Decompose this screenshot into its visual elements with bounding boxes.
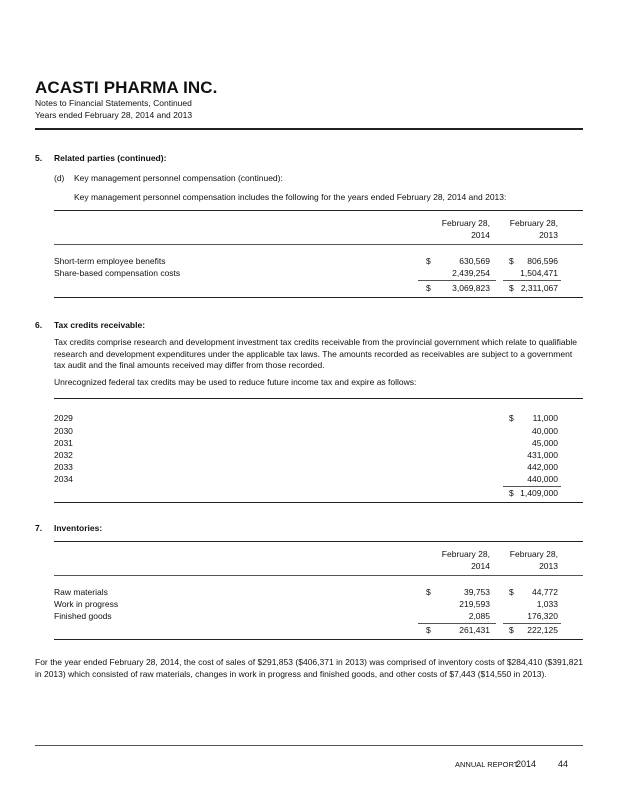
section5-total-currency1: $ (426, 283, 431, 293)
section5-total-rule2 (503, 280, 561, 281)
section7-row-value-2014: 219,593 (459, 599, 490, 609)
section6-title: Tax credits receivable: (54, 320, 146, 330)
section7-table-top-rule (54, 541, 583, 542)
section7-number: 7. (35, 523, 43, 533)
section6-row-year: 2033 (54, 462, 73, 472)
section7-footnote: For the year ended February 28, 2014, the cost of sales of $291,853 ($406,371 in 2013) was comprised of inventory costs of $284,410 ($391,821 in 2013) which consisted of raw materials, changes in work in progress and finished goods, and other costs of $7,443 ($14,550 in 2013). (35, 657, 583, 679)
section5-total-rule1 (418, 280, 496, 281)
section6-paragraph2: Unrecognized federal tax credits may be used to reduce future income tax and expire as follows: (54, 377, 417, 387)
section7-row-value-2013: 176,320 (527, 611, 558, 621)
section6-row-year: 2032 (54, 450, 73, 460)
section7-row-value-2013: 1,033 (536, 599, 558, 609)
section6-total-value: 1,409,000 (520, 488, 558, 498)
header-subtitle-years: Years ended February 28, 2014 and 2013 (35, 110, 193, 120)
footer-year: 2014 (516, 759, 537, 769)
section6-number: 6. (35, 320, 43, 330)
header-subtitle-notes: Notes to Financial Statements, Continued (35, 98, 192, 108)
section5-table-bottom-rule (54, 297, 583, 298)
section6-table-bottom-rule (54, 502, 583, 503)
section5-row-label: Share-based compensation costs (54, 268, 181, 278)
section5-row-currency1: $ (426, 256, 431, 266)
section5-row-value-2013: 806,596 (527, 256, 558, 266)
section5-col1-header-line2: 2014 (471, 230, 490, 240)
section7-total-2013: 222,125 (527, 625, 558, 635)
section6-row-value: 431,000 (527, 450, 558, 460)
section6-table-top-rule (54, 398, 583, 399)
section7-col2-header-line1: February 28, (509, 549, 558, 559)
section5-col1-header-line1: February 28, (441, 218, 490, 228)
section7-row-label: Raw materials (54, 587, 108, 597)
section7-row-label: Work in progress (54, 599, 119, 609)
section6-row-value: 442,000 (527, 462, 558, 472)
section7-total-2014: 261,431 (459, 625, 490, 635)
section5-col2-header-line2: 2013 (539, 230, 558, 240)
company-name: ACASTI PHARMA INC. (35, 78, 218, 97)
section5-row-value-2014: 630,569 (459, 256, 490, 266)
section7-row-value-2013: 44,772 (532, 587, 558, 597)
section5-row-label: Short-term employee benefits (54, 256, 166, 266)
section7-row-label: Finished goods (54, 611, 112, 621)
section6-row-year: 2030 (54, 426, 73, 436)
section5-col2-header-line1: February 28, (509, 218, 558, 228)
section7-table-bottom-rule (54, 639, 583, 640)
section6-row-value: 40,000 (532, 426, 558, 436)
section5-sub-title: Key management personnel compensation (continued): (74, 173, 283, 183)
section6-total-currency: $ (509, 488, 514, 498)
section6-paragraph1: Tax credits comprise research and development investment tax credits receivable from the provincial government which relate to qualifiable research and development expenditures under the applicable tax laws. The amounts recorded as receivables are subject to a government tax audit and the final amounts received may differ from those recorded. (54, 337, 578, 370)
section7-row-currency2: $ (509, 587, 514, 597)
section5-title: Related parties (continued): (54, 153, 167, 163)
section5-row-value-2014: 2,439,254 (452, 268, 490, 278)
section7-col1-header-line1: February 28, (441, 549, 490, 559)
section7-col1-header-line2: 2014 (471, 561, 490, 571)
section7-total-rule2 (503, 623, 561, 624)
section6-total-rule (503, 486, 561, 487)
section7-total-rule1 (418, 623, 496, 624)
section7-header-rule (54, 575, 583, 576)
section5-number: 5. (35, 153, 43, 163)
section7-col2-header-line2: 2013 (539, 561, 558, 571)
section5-intro: Key management personnel compensation includes the following for the years ended February 28, 2014 and 2013: (74, 192, 507, 202)
section6-row-value: 440,000 (527, 474, 558, 484)
section5-header-rule (54, 244, 583, 245)
section6-row-value: 11,000 (532, 413, 558, 423)
section7-row-value-2014: 39,753 (464, 587, 490, 597)
section7-row-currency1: $ (426, 587, 431, 597)
section5-total-2013: 2,311,067 (520, 283, 558, 293)
section7-row-value-2014: 2,085 (468, 611, 490, 621)
section5-total-2014: 3,069,823 (452, 283, 490, 293)
footer-label: ANNUAL REPORT (455, 760, 519, 769)
section6-row-value: 45,000 (532, 438, 558, 448)
section7-total-currency1: $ (426, 625, 431, 635)
section6-row-currency: $ (509, 413, 514, 423)
section5-sub-label: (d) (54, 173, 65, 183)
section5-row-value-2013: 1,504,471 (520, 268, 558, 278)
page-number: 44 (558, 759, 569, 769)
header-rule (35, 128, 583, 130)
section7-total-currency2: $ (509, 625, 514, 635)
section5-total-currency2: $ (509, 283, 514, 293)
section6-row-year: 2031 (54, 438, 73, 448)
section6-row-year: 2034 (54, 474, 73, 484)
section5-row-currency2: $ (509, 256, 514, 266)
section6-row-year: 2029 (54, 413, 73, 423)
section5-table-top-rule (54, 210, 583, 211)
section7-title: Inventories: (54, 523, 103, 533)
footer-rule (35, 745, 583, 746)
